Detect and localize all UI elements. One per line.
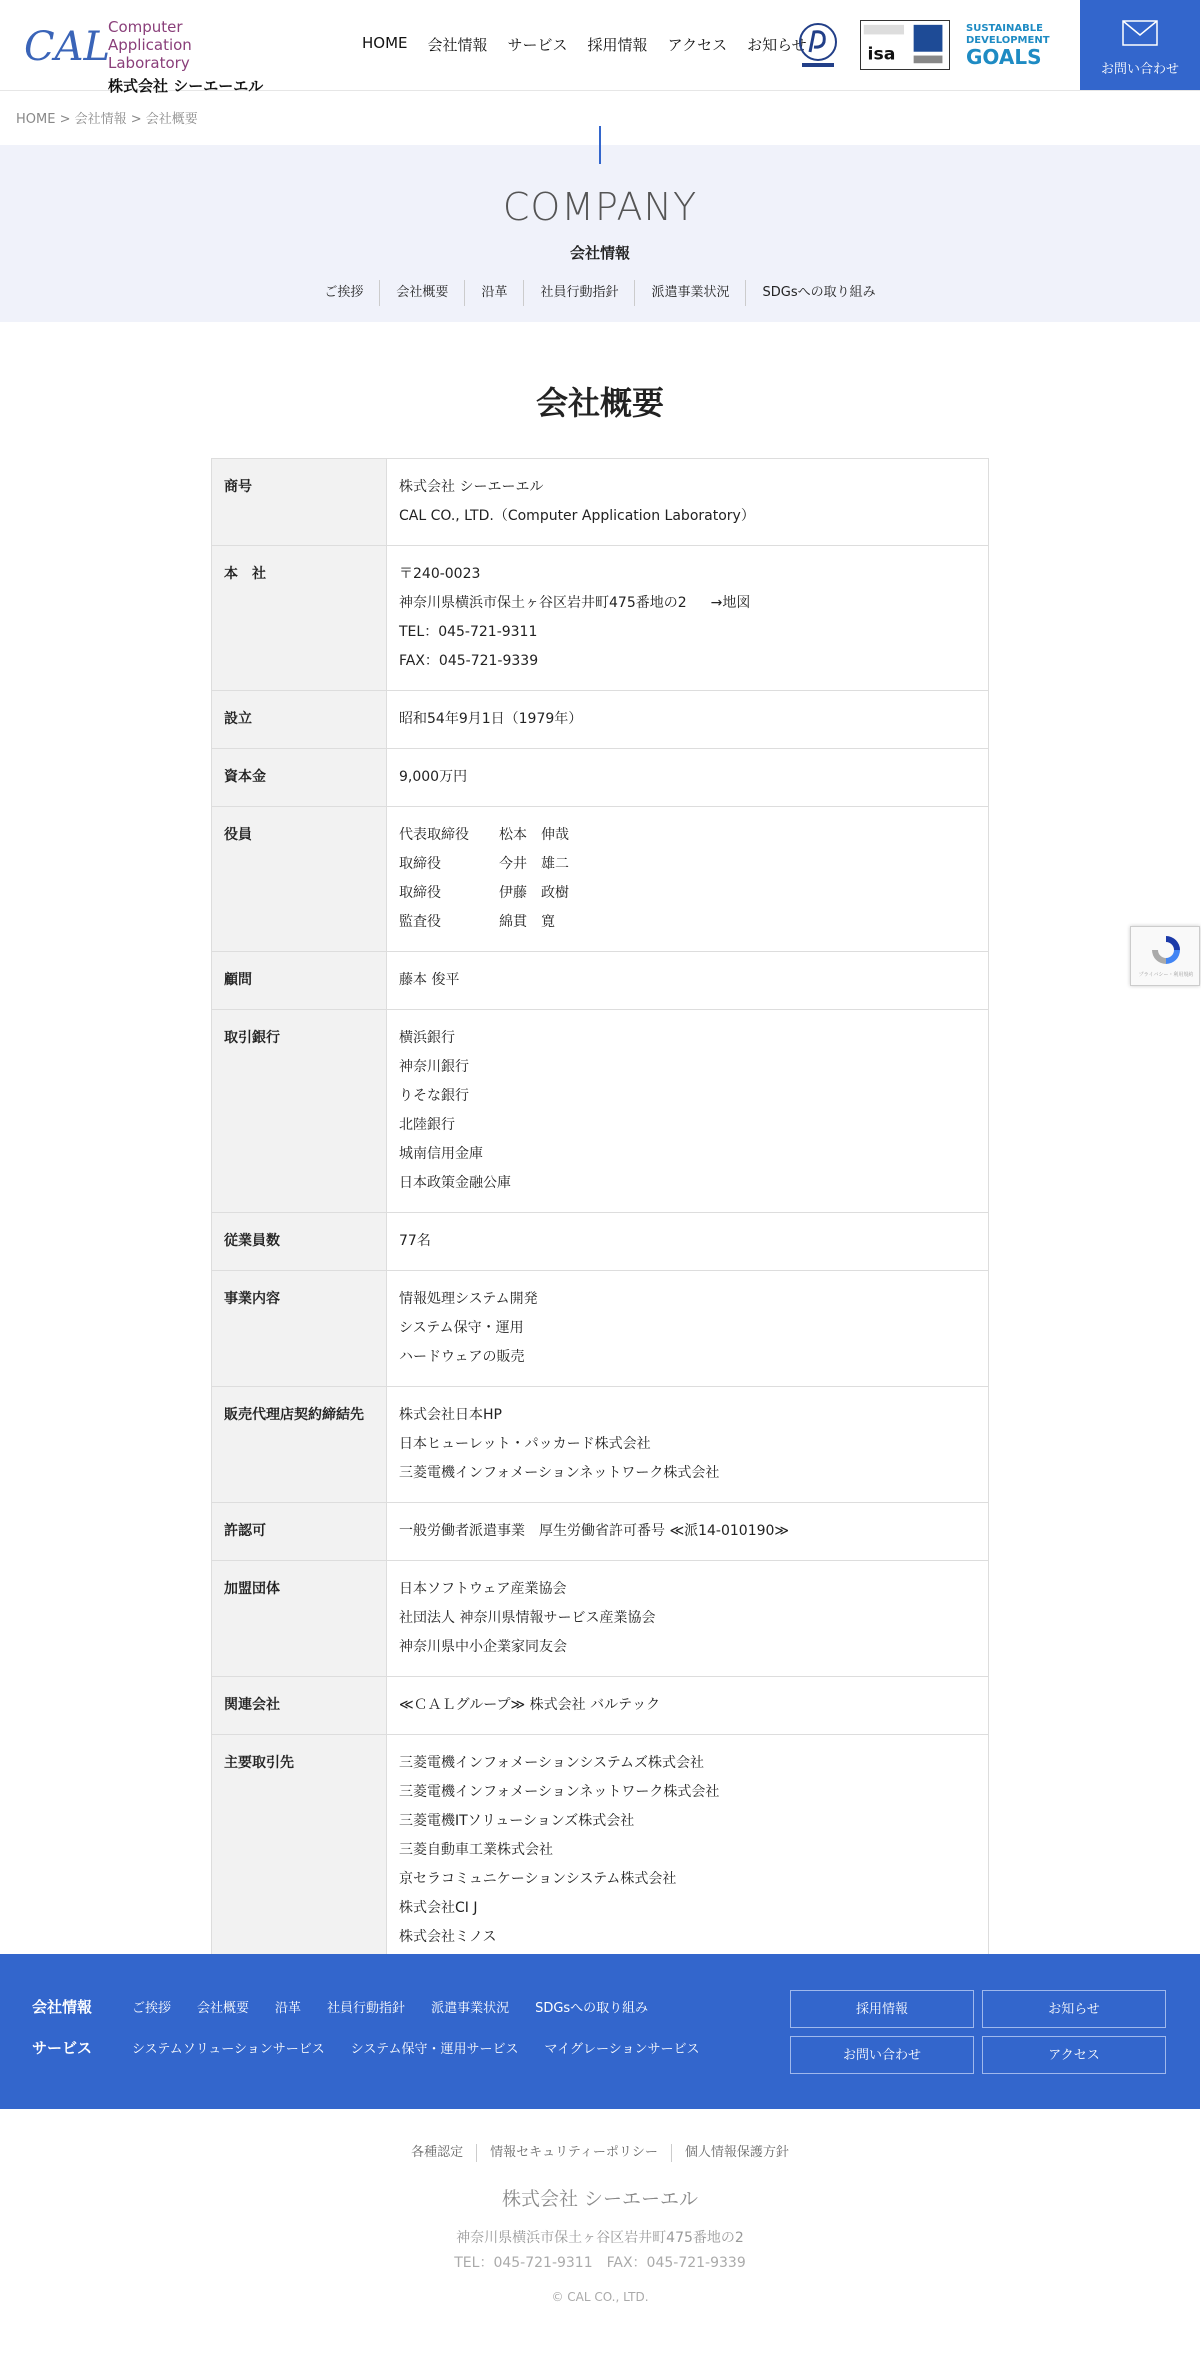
table-row bbox=[212, 952, 989, 1010]
officer-entry bbox=[399, 879, 976, 908]
row-label: 商号 bbox=[224, 479, 252, 495]
recaptcha-icon bbox=[1149, 933, 1183, 967]
isms-certification-icon[interactable] bbox=[860, 20, 950, 70]
hq-address: 神奈川県横浜市保土ヶ谷区岩井町475番地の2 bbox=[399, 595, 687, 611]
row-label: 許認可 bbox=[224, 1523, 266, 1539]
client-item: 株式会社ミノス bbox=[399, 1929, 497, 1945]
company-overview-table bbox=[211, 458, 989, 2025]
page-title: 会社概要 bbox=[535, 384, 664, 422]
cell-value: ≪ＣＡＬグループ≫ 株式会社 バルテック bbox=[399, 1697, 661, 1713]
footer-tel-fax: TEL：045-721-9311 FAX：045-721-9339 bbox=[454, 2255, 746, 2271]
row-label: 主要取引先 bbox=[224, 1755, 294, 1771]
cell-value: 77名 bbox=[399, 1233, 431, 1249]
client-item: 三菱電機インフォメーションネットワーク株式会社 bbox=[399, 1784, 720, 1800]
sdgs-line-2: DEVELOPMENT bbox=[966, 35, 1050, 46]
table-row bbox=[212, 1387, 989, 1503]
row-label: 関連会社 bbox=[224, 1697, 280, 1713]
cell-value: CAL CO., LTD.（Computer Application Laboratory） bbox=[399, 508, 755, 524]
agency-item: 三菱電機インフォメーションネットワーク株式会社 bbox=[399, 1465, 720, 1481]
officer-entry bbox=[399, 821, 976, 850]
bank-item: りそな銀行 bbox=[399, 1088, 469, 1104]
contact-label: お問い合わせ bbox=[1100, 62, 1179, 77]
footer-link[interactable]: SDGsへの取り組み bbox=[535, 2001, 649, 2016]
table-row bbox=[212, 1561, 989, 1677]
hero-accent-line bbox=[599, 126, 601, 164]
table-row bbox=[212, 459, 989, 546]
footer-link[interactable]: 沿革 bbox=[275, 2001, 302, 2016]
legal-security-policy[interactable]: 情報セキュリティーポリシー bbox=[476, 2144, 671, 2162]
officer-name: 綿貫 寛 bbox=[499, 914, 555, 930]
recaptcha-badge[interactable] bbox=[1130, 926, 1200, 986]
legal-links bbox=[0, 2144, 1200, 2162]
row-label: 事業内容 bbox=[224, 1291, 280, 1307]
table-row bbox=[212, 807, 989, 952]
copyright: © CAL CO., LTD. bbox=[551, 2290, 649, 2304]
officer-name: 伊藤 政樹 bbox=[499, 885, 569, 901]
footer-link[interactable]: 派遣事業状況 bbox=[431, 2001, 510, 2016]
footer-company-head[interactable]: 会社情報 bbox=[32, 1998, 93, 2016]
logo-english: Computer Application Laboratory bbox=[108, 18, 192, 72]
footer-link[interactable]: ご挨拶 bbox=[132, 2001, 172, 2016]
row-label: 顧問 bbox=[224, 972, 252, 988]
association-item: 日本ソフトウェア産業協会 bbox=[399, 1581, 567, 1597]
footer-link[interactable]: 会社概要 bbox=[197, 2001, 250, 2016]
map-link[interactable]: →地図 bbox=[710, 595, 751, 611]
hq-postal: 〒240-0023 bbox=[399, 566, 481, 582]
row-label: 従業員数 bbox=[224, 1233, 280, 1249]
recaptcha-terms: プライバシー・利用規約 bbox=[1138, 972, 1194, 978]
hero-title: COMPANY bbox=[502, 185, 698, 229]
footer-company-name: 株式会社 シーエーエル bbox=[501, 2188, 699, 2210]
subnav-code-of-conduct[interactable]: 社員行動指針 bbox=[523, 280, 634, 306]
footer-buttons bbox=[790, 1990, 1166, 2074]
officer-role: 監査役 bbox=[399, 914, 441, 930]
agency-item: 日本ヒューレット・パッカード株式会社 bbox=[399, 1436, 651, 1452]
row-label: 設立 bbox=[224, 711, 252, 727]
site-footer bbox=[0, 1954, 1200, 2109]
nav-access[interactable]: アクセス bbox=[667, 36, 728, 54]
subnav-history[interactable]: 沿革 bbox=[464, 280, 523, 306]
footer-link[interactable]: マイグレーションサービス bbox=[544, 2042, 700, 2057]
footer-contact-button[interactable]: お問い合わせ bbox=[790, 2036, 974, 2074]
cell-value: 昭和54年9月1日（1979年） bbox=[399, 711, 583, 727]
officer-entry bbox=[399, 850, 976, 879]
cell-value: 株式会社 シーエーエル bbox=[399, 479, 544, 495]
footer-link[interactable]: システム保守・運用サービス bbox=[350, 2042, 519, 2057]
officer-name: 今井 雄二 bbox=[499, 856, 569, 872]
company-subnav bbox=[0, 280, 1200, 306]
cell-value: 一般労働者派遣事業 厚生労働省許可番号 ≪派14-010190≫ bbox=[399, 1523, 790, 1539]
table-row bbox=[212, 691, 989, 749]
business-item: ハードウェアの販売 bbox=[399, 1349, 525, 1365]
sdgs-logo[interactable] bbox=[966, 20, 1056, 70]
client-item: 三菱電機ITソリューションズ株式会社 bbox=[399, 1813, 635, 1829]
bank-item: 日本政策金融公庫 bbox=[399, 1175, 511, 1191]
logo-japanese: 株式会社 シーエーエル bbox=[108, 77, 264, 95]
officer-role: 取締役 bbox=[399, 856, 441, 872]
global-nav bbox=[362, 34, 807, 55]
business-item: 情報処理システム開発 bbox=[399, 1291, 538, 1307]
client-item: 株式会社CI J bbox=[399, 1900, 478, 1916]
bank-item: 城南信用金庫 bbox=[399, 1146, 483, 1162]
table-row bbox=[212, 1010, 989, 1213]
client-item: 三菱電機インフォメーションシステムズ株式会社 bbox=[399, 1755, 704, 1771]
privacy-mark-icon[interactable] bbox=[796, 20, 840, 70]
bank-item: 横浜銀行 bbox=[399, 1030, 455, 1046]
cell-value: 藤本 俊平 bbox=[399, 972, 460, 988]
sdgs-line-3: GOALS bbox=[966, 45, 1042, 69]
cal-logo[interactable] bbox=[22, 16, 111, 72]
footer-link[interactable]: システムソリューションサービス bbox=[132, 2042, 325, 2057]
nav-recruit[interactable]: 採用情報 bbox=[587, 36, 648, 54]
association-item: 社団法人 神奈川県情報サービス産業協会 bbox=[399, 1610, 656, 1626]
logo-mark: CAL bbox=[24, 24, 111, 70]
bank-item: 神奈川銀行 bbox=[399, 1059, 469, 1075]
footer-link[interactable]: 社員行動指針 bbox=[327, 2001, 406, 2016]
table-row bbox=[212, 1677, 989, 1735]
row-label: 役員 bbox=[224, 827, 252, 843]
table-row bbox=[212, 1503, 989, 1561]
nav-home[interactable]: HOME bbox=[362, 34, 408, 52]
hero-subtitle: 会社情報 bbox=[569, 244, 630, 262]
table-row bbox=[212, 1271, 989, 1387]
business-item: システム保守・運用 bbox=[399, 1320, 524, 1336]
footer-company-nav bbox=[32, 1996, 674, 2017]
client-item: 京セラコミュニケーションシステム株式会社 bbox=[399, 1871, 677, 1887]
footer-service-nav bbox=[32, 2037, 725, 2058]
footer-service-head[interactable]: サービス bbox=[32, 2039, 93, 2057]
subnav-dispatch-status[interactable]: 派遣事業状況 bbox=[634, 280, 745, 306]
client-item: 三菱自動車工業株式会社 bbox=[399, 1842, 553, 1858]
agency-item: 株式会社日本HP bbox=[399, 1407, 502, 1423]
row-label: 販売代理店契約締結先 bbox=[224, 1407, 364, 1423]
nav-company[interactable]: 会社情報 bbox=[427, 36, 488, 54]
header-contact-button[interactable] bbox=[1080, 0, 1200, 90]
logo-text[interactable] bbox=[108, 18, 268, 96]
subnav-overview[interactable]: 会社概要 bbox=[379, 280, 464, 306]
mail-icon bbox=[1122, 20, 1158, 46]
subnav-greeting[interactable]: ご挨拶 bbox=[324, 285, 364, 300]
officer-role: 取締役 bbox=[399, 885, 441, 901]
hq-fax: FAX：045-721-9339 bbox=[399, 653, 539, 669]
cell-value: 9,000万円 bbox=[399, 769, 468, 785]
footer-news-button[interactable]: お知らせ bbox=[982, 1990, 1166, 2028]
legal-certifications[interactable]: 各種認定 bbox=[411, 2145, 464, 2160]
nav-service[interactable]: サービス bbox=[507, 36, 568, 54]
legal-privacy-policy[interactable]: 個人情報保護方針 bbox=[671, 2144, 802, 2162]
subnav-sdgs[interactable]: SDGsへの取り組み bbox=[745, 280, 891, 306]
site-header bbox=[0, 0, 1200, 95]
breadcrumb[interactable]: HOME > 会社情報 > 会社概要 bbox=[16, 112, 198, 127]
table-row bbox=[212, 1213, 989, 1271]
officer-role: 代表取締役 bbox=[399, 827, 469, 843]
cert-isa-text: isa bbox=[867, 44, 896, 65]
table-row bbox=[212, 749, 989, 807]
bank-item: 北陸銀行 bbox=[399, 1117, 455, 1133]
row-label: 資本金 bbox=[224, 769, 266, 785]
table-row bbox=[212, 546, 989, 691]
officer-entry bbox=[399, 908, 976, 937]
footer-recruit-button[interactable]: 採用情報 bbox=[790, 1990, 974, 2028]
footer-access-button[interactable]: アクセス bbox=[982, 2036, 1166, 2074]
row-label: 取引銀行 bbox=[224, 1030, 280, 1046]
row-label: 本 社 bbox=[224, 566, 266, 582]
footer-address: 神奈川県横浜市保土ヶ谷区岩井町475番地の2 bbox=[456, 2230, 744, 2246]
hq-tel: TEL：045-721-9311 bbox=[399, 624, 538, 640]
officer-name: 松本 伸哉 bbox=[499, 827, 569, 843]
association-item: 神奈川県中小企業家同友会 bbox=[399, 1639, 567, 1655]
nav-news[interactable]: お知らせ bbox=[747, 36, 807, 54]
sdgs-line-1: SUSTAINABLE bbox=[966, 23, 1043, 34]
row-label: 加盟団体 bbox=[224, 1581, 280, 1597]
